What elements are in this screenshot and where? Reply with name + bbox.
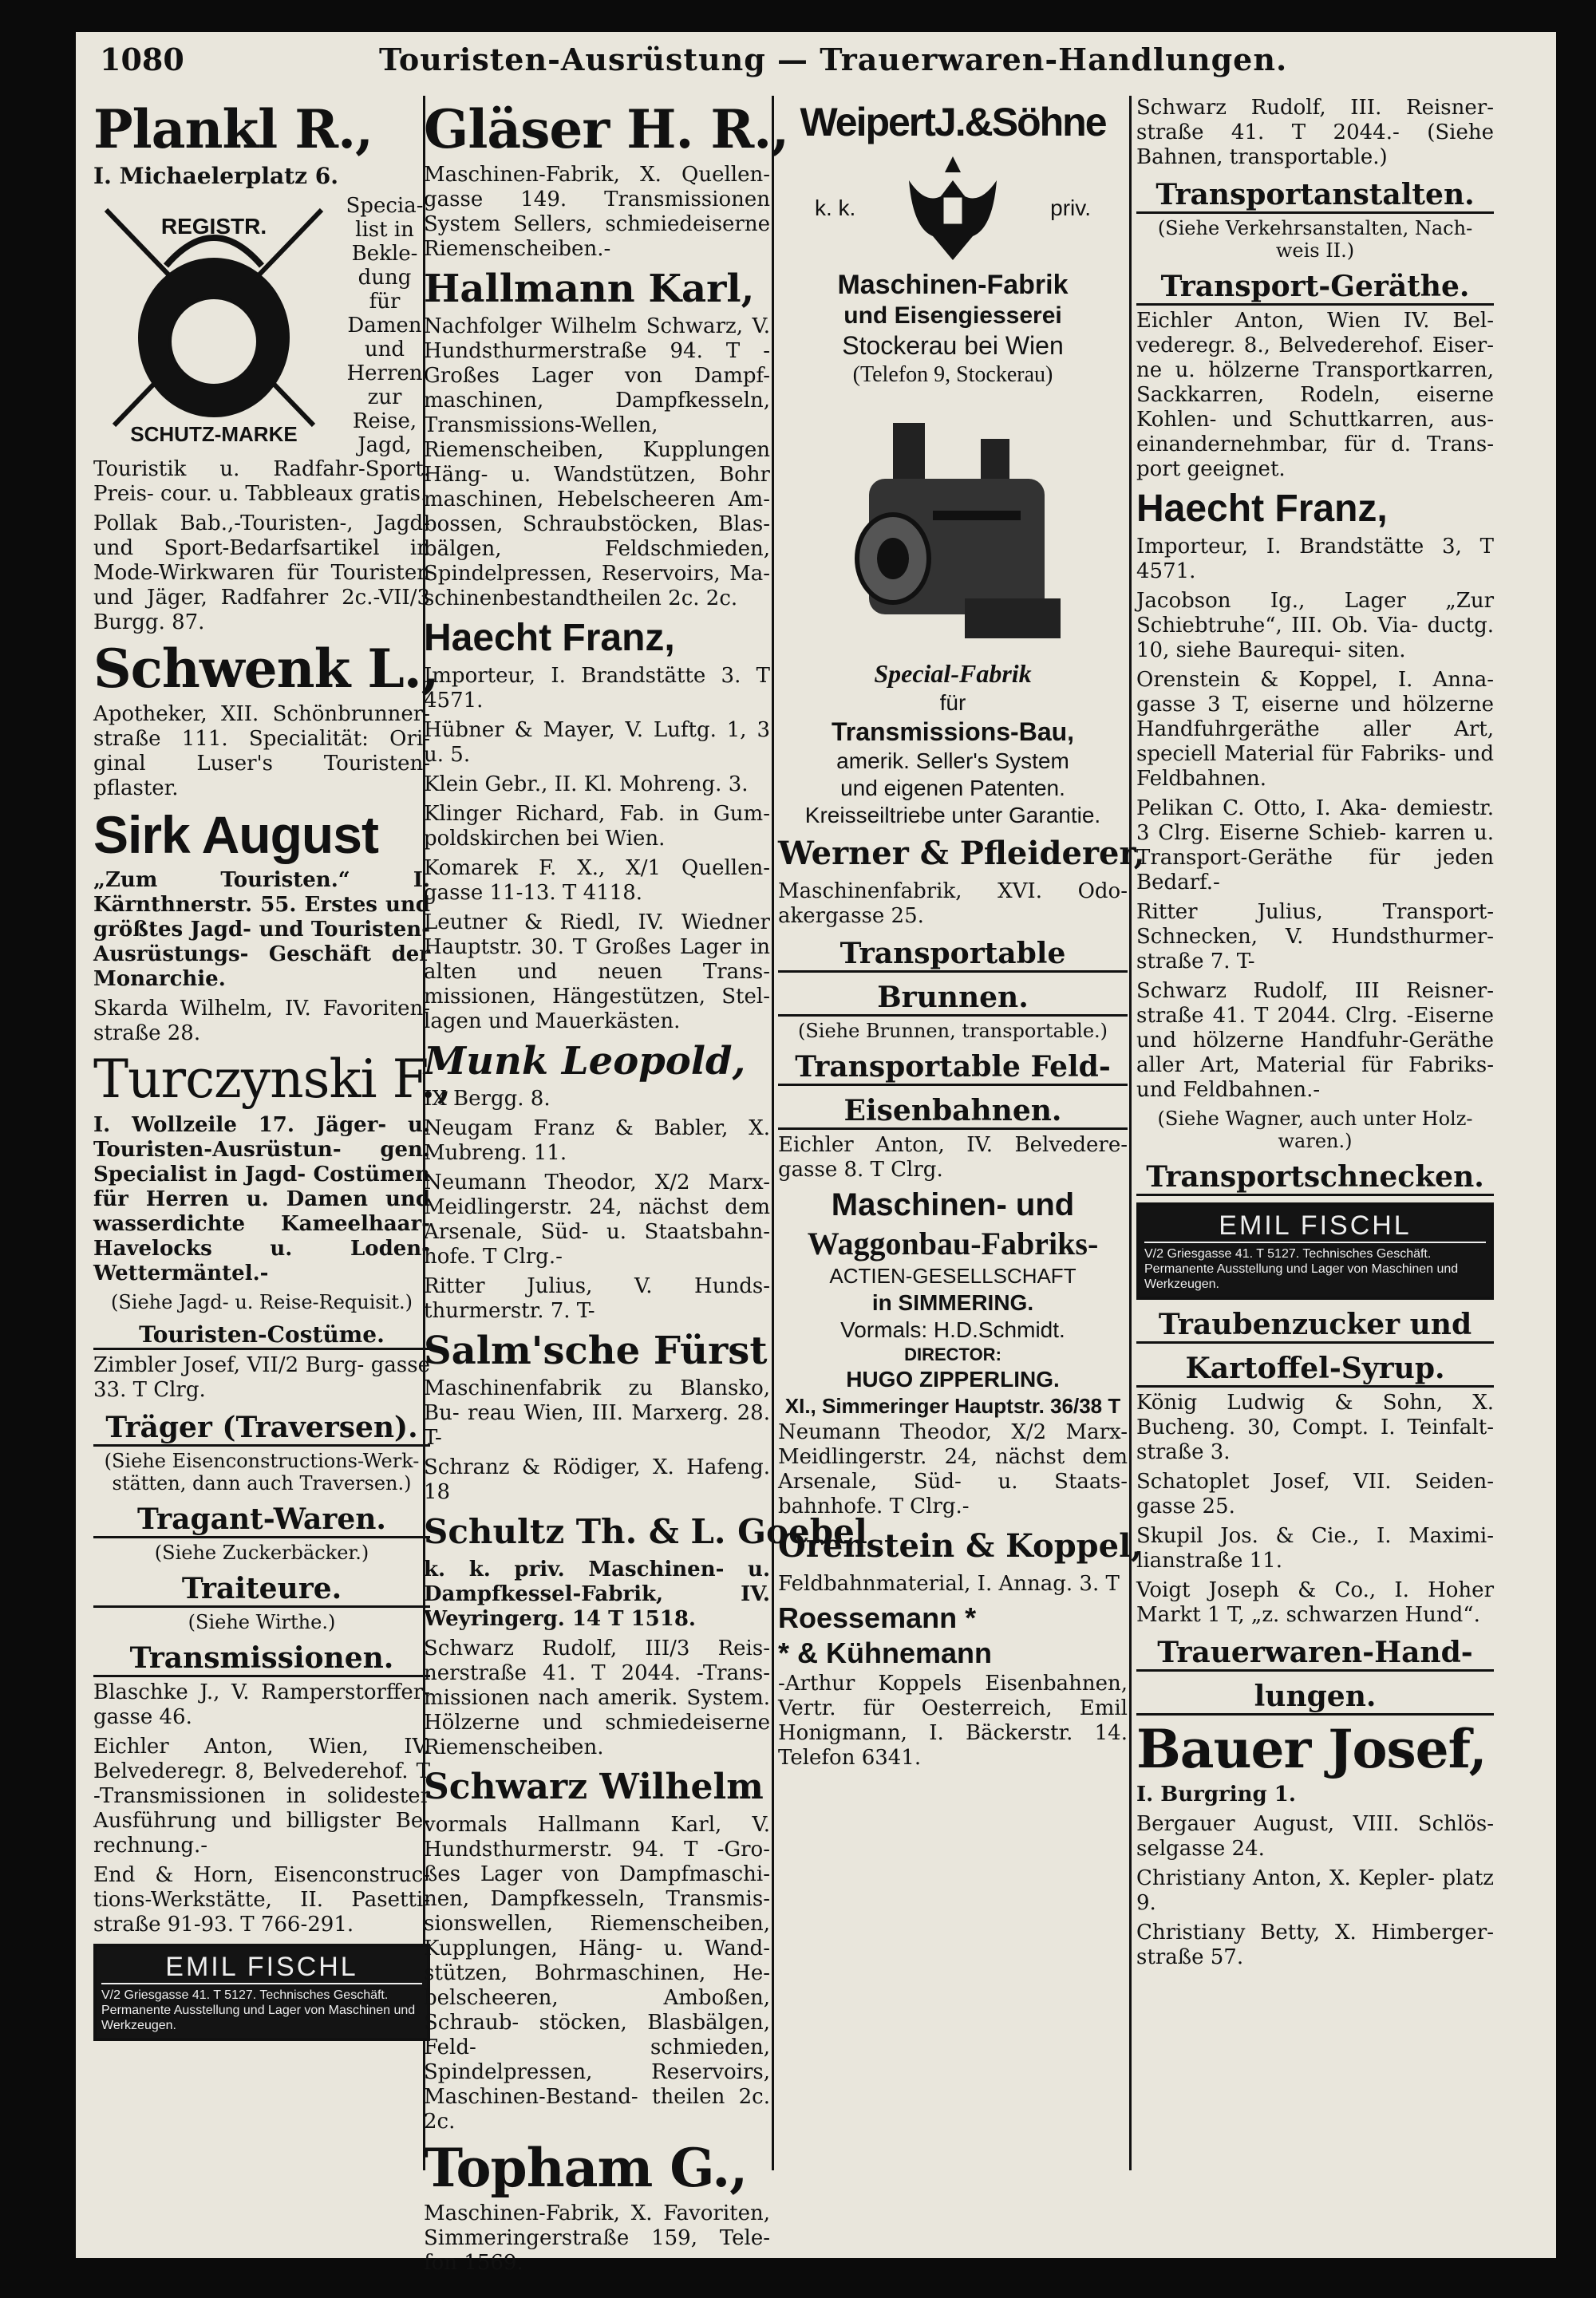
- ad-bauer-name: Bauer Josef,: [1136, 1718, 1487, 1780]
- note-anstalten: (Siehe Verkehrsanstalten, Nach- weis II.): [1157, 217, 1473, 262]
- ad-weipert: [775, 99, 1131, 828]
- ad-weipert-tel: (Telefon 9, Stockerau): [852, 362, 1053, 387]
- ad-weipert-system: amerik. Seller's System: [836, 748, 1069, 773]
- ad-weipert-kk: k. k.: [815, 195, 856, 220]
- entry-schatoplet: Schatoplet Josef, VII. Seiden- gasse 25.: [1136, 1470, 1494, 1518]
- ad-salm-text: Maschinenfabrik zu Blansko, Bu- reau Wien, III. Marxerg. 28. T-: [424, 1376, 770, 1450]
- entry-komarek: Komarek F. X., X/1 Quellen- gasse 11-13. T 4118.: [424, 856, 770, 905]
- entry-klein: Klein Gebr., II. Kl. Mohreng. 3.: [424, 772, 749, 796]
- heading-transportable-brunnen-2: Brunnen.: [778, 981, 1128, 1017]
- heading-transport-geraethe: Transport-Geräthe.: [1136, 270, 1494, 306]
- ad-werner-name: Werner & Pfleiderer,: [778, 835, 1145, 872]
- heading-touristen-costume: Touristen-Costüme.: [93, 1321, 430, 1350]
- directory-page: [76, 32, 1556, 2275]
- ad-plankl-address: I. Michaelerplatz 6.: [93, 163, 338, 189]
- ad-weipert-kreis: Kreisseiltriebe unter Garantie.: [804, 803, 1101, 827]
- ad-topham-text: Maschinen-Fabrik, X. Favoriten, Simmeringerstraße 159, Tele- fon 1569.: [424, 2201, 770, 2275]
- ad-simmering-line-8: XI., Simmeringer Hauptstr. 36/38 T: [784, 1394, 1121, 1418]
- ad-hallmann-text: Nachfolger Wilhelm Schwarz, V. Hundsthurmerstraße 94. T -Großes Lager von Dampf- maschinen, Dampfkesseln, Transmissions-Wellen, Riemenscheiben, Kupplungen Häng- u. Wandstützen, Bohr maschinen, Hebelscheeren Am- bossen, Schraubstöcken, Blas- bälgen, Feldschmieden, Spindelpressen, Reservoirs, Ma- schinenbestandtheilen 2c. 2c.: [424, 314, 770, 610]
- entry-christiany-anton: Christiany Anton, X. Kepler- platz 9.: [1136, 1866, 1494, 1915]
- ad-haecht-name: Haecht Franz,: [1136, 488, 1388, 530]
- ad-weipert-priv: priv.: [1050, 195, 1091, 220]
- ad-weipert-patent: und eigenen Patenten.: [840, 776, 1065, 800]
- ad-weipert-place: Stockerau bei Wien: [842, 331, 1064, 360]
- entry-huebner: Hübner & Mayer, V. Luftg. 1, 3 u. 5.: [424, 718, 770, 767]
- ad-weipert-trans: Transmissions-Bau,: [831, 717, 1075, 746]
- entry-leutner: Leutner & Riedl, IV. Wiedner Hauptstr. 30. T Großes Lager in alten und neuen Trans- missionen, Hängestützen, Stel- lagen und Mauerkästen.: [424, 910, 770, 1033]
- ad-orenstein-name: Orenstein & Koppel,: [778, 1527, 1143, 1565]
- entry-koenig: König Ludwig & Sohn, X. Bucheng. 30, Compt. I. Teinfalt- straße 3.: [1136, 1391, 1494, 1464]
- ad-schwenk-name: Schwenk L.,: [93, 638, 439, 700]
- entry-schwarz-rudolf-2: Schwarz Rudolf, III Reisner- straße 41. T 2044. Clrg. -Eiserne und hölzerne Handfuhr-Geräthe aller Art, Material für Fabriks- und Feldbahnen.-: [1136, 979, 1494, 1102]
- entry-skarda: Skarda Wilhelm, IV. Favoriten- straße 28.: [93, 997, 430, 1045]
- ad-simmering-line-2: Waggonbau-Fabriks-: [807, 1226, 1099, 1262]
- ad-emil-fischl-title: EMIL FISCHL: [1144, 1210, 1486, 1243]
- ad-roessemann-line-2: * & Kühnemann: [778, 1637, 993, 1669]
- column-3: [775, 96, 1145, 2170]
- ad-orenstein-text: Feldbahnmaterial, I. Annag. 3. T: [778, 1572, 1120, 1596]
- heading-tragant: Tragant-Waren.: [93, 1502, 430, 1538]
- ad-simmering-line-6: DIRECTOR:: [904, 1344, 1001, 1364]
- entry-schranz: Schranz & Rödiger, X. Hafeng. 18: [424, 1455, 770, 1504]
- entry-schwarz-rudolf: Schwarz Rudolf, III. Reisner- straße 41. T 2044.- (Siehe Bahnen, transportable.): [1136, 96, 1494, 169]
- ad-schwarz-wilhelm-name: Schwarz Wilhelm: [424, 1767, 764, 1807]
- ad-weipert-special: Special-Fabrik: [874, 659, 1032, 688]
- column-2: [421, 96, 867, 2275]
- double-eagle-icon: [893, 148, 1013, 268]
- ad-weipert-name: WeipertJ.&Söhne: [800, 100, 1106, 144]
- heading-transportable-feld-1: Transportable Feld-: [778, 1050, 1128, 1086]
- entry-schwarz-rudolf: Schwarz Rudolf, III/3 Reis- nerstraße 41. T 2044. -Trans- missionen nach amerik. System. Hölzerne und schmiedeiserne Riemenscheiben.: [424, 1637, 770, 1759]
- entry-zimbler: Zimbler Josef, VII/2 Burg- gasse 33. T Clrg.: [93, 1353, 430, 1402]
- ad-plankl-block: [90, 194, 433, 457]
- ad-weipert-eisen: und Eisengiesserei: [843, 302, 1062, 329]
- entry-end-horn: End & Horn, Eisenconstruc- tions-Werkstätte, II. Pasetti- straße 91-93. T 766-291.: [93, 1863, 430, 1937]
- ad-turczynski-text: I. Wollzeile 17. Jäger- u. Touristen-Ausrüstun- gen. Specialist in Jagd- Costümen für Herren u. Damen und wasserdichte Kameelhaar-Havelocks u. Loden-Wettermäntel.-: [93, 1113, 430, 1285]
- ad-sirk-name: Sirk August: [93, 805, 378, 864]
- entry-christiany-betty: Christiany Betty, X. Himberger- straße 57.: [1136, 1921, 1494, 1969]
- ad-simmering: [775, 1187, 1131, 1419]
- ad-salm-name: Salm'sche Fürst: [424, 1329, 768, 1373]
- ad-simmering-line-3: ACTIEN-GESELLSCHAFT: [829, 1264, 1077, 1288]
- entry-jacobson: Jacobson Ig., Lager „Zur Schiebtruhe“, III. Ob. Via- ductg. 10, siehe Baurequi- siten.: [1136, 589, 1494, 662]
- ad-glaeser-name: Gläser H. R.,: [424, 98, 789, 160]
- ad-roessemann-line-1: Roessemann *: [778, 1601, 977, 1634]
- ad-turczynski-name: Turczynski F.,: [93, 1048, 452, 1110]
- ad-simmering-line-4: in SIMMERING.: [871, 1290, 1034, 1315]
- entry-neumann: Neumann Theodor, X/2 Marx-Meidlingerstr. 24, nächst dem Arsenale, Süd- u. Staats- bahnhofe. T Clrg.-: [778, 1420, 1128, 1518]
- entry-eichler: Eichler Anton, IV. Belvedere- gasse 8. T Clrg.: [778, 1133, 1128, 1182]
- entry-klinger: Klinger Richard, Fab. in Gum- poldskirchen bei Wien.: [424, 802, 770, 851]
- ad-topham-name: Topham G.,: [424, 2137, 748, 2199]
- ad-plankl-name: Plankl R.,: [93, 98, 373, 160]
- heading-transportschnecken: Transportschnecken.: [1136, 1160, 1494, 1196]
- entry-blaschke: Blaschke J., V. Ramperstorffer- gasse 46.: [93, 1680, 430, 1729]
- entry-bergauer: Bergauer August, VIII. Schlös- selgasse 24.: [1136, 1812, 1494, 1861]
- ad-glaeser-text: Maschinen-Fabrik, X. Quellen- gasse 149. Transmissionen System Sellers, schmiedeiserne Riemenscheiben.-: [424, 163, 770, 261]
- entry-neumann: Neumann Theodor, X/2 Marx- Meidlingerstr. 24, nächst dem Arsenale, Süd- u. Staatsbahn- hofe. T Clrg.-: [424, 1171, 770, 1269]
- entry-eichler: Eichler Anton, Wien, IV. Belvederegr. 8, Belvederehof. T -Transmissionen in solidester Ausführung und billigster Be- rechnung.-: [93, 1735, 430, 1858]
- running-head: [76, 32, 1556, 88]
- note-turczynski: (Siehe Jagd- u. Reise-Requisit.): [110, 1291, 413, 1313]
- entry-orenstein: Orenstein & Koppel, I. Anna- gasse 3 T, eiserne und hölzerne Handfuhrgeräthe aller Art, speciell Material für Fabriks- und Feldbahnen.: [1136, 668, 1494, 791]
- ad-emil-fischl-text: V/2 Griesgasse 41. T 5127. Technisches Geschäft. Permanente Ausstellung und Lager von Maschinen und Werkzeugen.: [101, 1988, 416, 2032]
- ad-schultz-text: k. k. priv. Maschinen- u. Dampfkessel-Fabrik, IV. Weyringerg. 14 T 1518.: [424, 1558, 770, 1631]
- ad-emil-fischl-title: EMIL FISCHL: [101, 1952, 422, 1984]
- ad-hallmann-name: Hallmann Karl,: [424, 267, 755, 311]
- heading-transportanstalten: Transportanstalten.: [1136, 178, 1494, 214]
- ad-haecht-text: Importeur, I. Brandstätte 3, T 4571.: [1136, 535, 1494, 583]
- machine-illustration: [821, 391, 1084, 654]
- ad-sirk-text: „Zum Touristen.“ I. Kärnthnerstr. 55. Erstes und größtes Jagd- und Touristen-Ausrüstungs- Geschäft der Monarchie.: [93, 868, 430, 991]
- entry-neugam: Neugam Franz & Babler, X. Mubreng. 11.: [424, 1116, 770, 1165]
- note-tragant: (Siehe Zuckerbäcker.): [154, 1542, 369, 1564]
- ad-simmering-line-5: Vormals: H.D.Schmidt.: [840, 1317, 1065, 1342]
- ad-plankl-side-text: Specia- list in Bekle- dung für Damen und Herren zur Reise, Jagd,: [346, 194, 424, 457]
- ad-schwenk-text: Apotheker, XII. Schönbrunner- straße 111. Specialität: Ori- ginal Luser's Touristen- pflaster.: [93, 702, 430, 800]
- ad-weipert-fabrik: Maschinen-Fabrik: [837, 270, 1069, 300]
- trademark-backpack-logo: [90, 194, 338, 449]
- entry-eichler: Eichler Anton, Wien IV. Bel- vederegr. 8., Belvederehof. Eiser- ne u. hölzerne Transportkarren, Sackkarren, Rodeln, eiserne Kohlen- und Schuttkarren, aus- einandernehmbar, für d. Trans- port geeignet.: [1136, 309, 1494, 481]
- heading-transmissionen: Transmissionen.: [93, 1641, 430, 1677]
- heading-transportable-brunnen-1: Transportable: [778, 937, 1128, 973]
- heading-traubenzucker-2: Kartoffel-Syrup.: [1136, 1352, 1494, 1388]
- ad-emil-fischl-text: V/2 Griesgasse 41. T 5127. Technisches Geschäft. Permanente Ausstellung und Lager von Maschinen und Werkzeugen.: [1144, 1247, 1459, 1291]
- ad-emil-fischl: [1136, 1202, 1494, 1300]
- ad-schultz-name: Schultz Th. & L. Goebel: [424, 1512, 867, 1551]
- logo-top-text: REGISTR.: [160, 214, 267, 239]
- heading-traeger: Träger (Traversen).: [93, 1411, 430, 1447]
- heading-transportable-feld-2: Eisenbahnen.: [778, 1094, 1128, 1130]
- note-traiteure: (Siehe Wirthe.): [188, 1611, 336, 1633]
- ad-simmering-line-1: Maschinen- und: [831, 1187, 1075, 1222]
- logo-bottom-text: SCHUTZ-MARKE: [130, 422, 298, 446]
- entry-voigt: Voigt Joseph & Co., I. Hoher Markt 1 T, „z. schwarzen Hund“.: [1136, 1578, 1494, 1627]
- ad-haecht-name: Haecht Franz,: [424, 617, 675, 659]
- ad-emil-fischl: [93, 1944, 430, 2041]
- ad-plankl-text: Touristik u. Radfahr-Sport. Preis- cour. u. Tabbleaux gratis.: [93, 457, 430, 506]
- entry-ritter: Ritter Julius, V. Hunds- thurmerstr. 7. T-: [424, 1274, 770, 1323]
- note-wagner: (Siehe Wagner, auch unter Holz- waren.): [1157, 1108, 1473, 1152]
- column-4: [1133, 96, 1497, 2170]
- entry-skupil: Skupil Jos. & Cie., I. Maximi- lianstraße 11.: [1136, 1524, 1494, 1573]
- ad-haecht-text: Importeur, I. Brandstätte 3. T 4571.: [424, 664, 770, 713]
- ad-schwarz-wilhelm-text: vormals Hallmann Karl, V. Hundsthurmerstr. 94. T -Gro- ßes Lager von Dampfmaschi- nen, Dampfkesseln, Transmis- sionswellen, Riemenscheiben, Kupplungen, Häng- u. Wand- stützen, Bohrmaschinen, He- belscheeren, Amboßen, Schraub- stöcken, Blasbälgen, Feld- schmieden, Spindelpressen, Reservoirs, Maschinen-Bestand- theilen 2c. 2c.: [424, 1813, 770, 2134]
- ad-munk-name: Munk Leopold,: [424, 1039, 746, 1084]
- entry-ritter: Ritter Julius, Transport- Schnecken, V. Hundsthurmer- straße 7. T-: [1136, 900, 1494, 973]
- ad-werner-text: Maschinenfabrik, XVI. Odo- akergasse 25.: [778, 879, 1128, 928]
- entry-pollak: Pollak Bab.,-Touristen-, Jagd- und Sport-Bedarfsartikel in Mode-Wirkwaren für Touristen und Jäger, Radfahrer 2c.-VII/3 Burgg. 87.: [93, 511, 430, 634]
- ad-roessemann-text: -Arthur Koppels Eisenbahnen, Vertr. für Oesterreich, Emil Honigmann, I. Bäckerstr. 14. Telefon 6341.: [778, 1672, 1128, 1770]
- ad-weipert-fuer: für: [939, 690, 966, 715]
- heading-traubenzucker-1: Traubenzucker und: [1136, 1308, 1494, 1344]
- column-1: [90, 96, 452, 2170]
- running-title: Touristen-Ausrüstung — Trauerwaren-Handlungen.: [379, 41, 1288, 77]
- heading-trauerwaren-1: Trauerwaren-Hand-: [1136, 1636, 1494, 1672]
- page-number: 1080: [100, 41, 184, 77]
- heading-trauerwaren-2: lungen.: [1136, 1680, 1494, 1716]
- ad-munk-text: IX Bergg. 8.: [424, 1087, 551, 1111]
- ad-simmering-line-7: HUGO ZIPPERLING.: [846, 1367, 1060, 1392]
- ad-bauer-text: I. Burgring 1.: [1136, 1783, 1296, 1806]
- ad-weipert-eagle-row: [775, 148, 1131, 268]
- heading-traiteure: Traiteure.: [93, 1572, 430, 1608]
- note-traeger: (Siehe Eisenconstructions-Werk- stätten, dann auch Traversen.): [104, 1450, 420, 1494]
- note-brunnen: (Siehe Brunnen, transportable.): [797, 1020, 1108, 1042]
- entry-pelikan: Pelikan C. Otto, I. Aka- demiestr. 3 Clrg. Eiserne Schieb- karren u. Transport-Geräthe für jeden Bedarf.-: [1136, 796, 1494, 894]
